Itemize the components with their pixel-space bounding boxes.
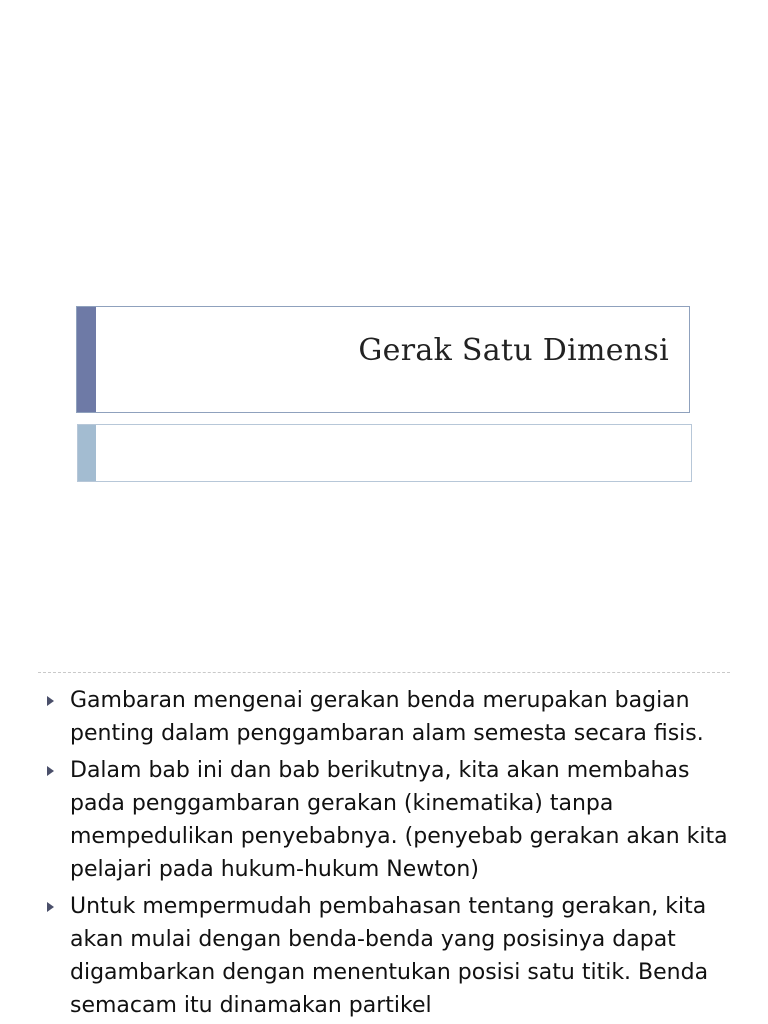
bullet-item xyxy=(0,890,768,1022)
subtitle-accent-bar xyxy=(78,425,96,481)
bullet-text: Gambaran mengenai gerakan benda merupakan bagian penting dalam penggambaran alam semesta secara fisis. xyxy=(70,688,704,746)
title-accent-bar xyxy=(77,307,96,412)
slide-title: Gerak Satu Dimensi xyxy=(358,333,669,368)
page-separator xyxy=(38,672,730,673)
title-box xyxy=(76,306,690,413)
triangle-bullet-icon xyxy=(47,696,54,706)
subtitle-box xyxy=(77,424,692,482)
bullet-item xyxy=(0,754,768,886)
bullet-list xyxy=(0,684,768,1024)
triangle-bullet-icon xyxy=(47,766,54,776)
bullet-text: Dalam bab ini dan bab berikutnya, kita akan membahas pada penggambaran gerakan (kinematika) tanpa mempedulikan penyebabnya. (penyebab gerakan akan kita pelajari pada hukum-hukum Newton) xyxy=(70,758,728,882)
bullet-item xyxy=(0,684,768,750)
bullet-text: Untuk mempermudah pembahasan tentang gerakan, kita akan mulai dengan benda-benda yang posisinya dapat digambarkan dengan menentukan posisi satu titik. Benda semacam itu dinamakan partikel xyxy=(70,894,709,1018)
triangle-bullet-icon xyxy=(47,902,54,912)
